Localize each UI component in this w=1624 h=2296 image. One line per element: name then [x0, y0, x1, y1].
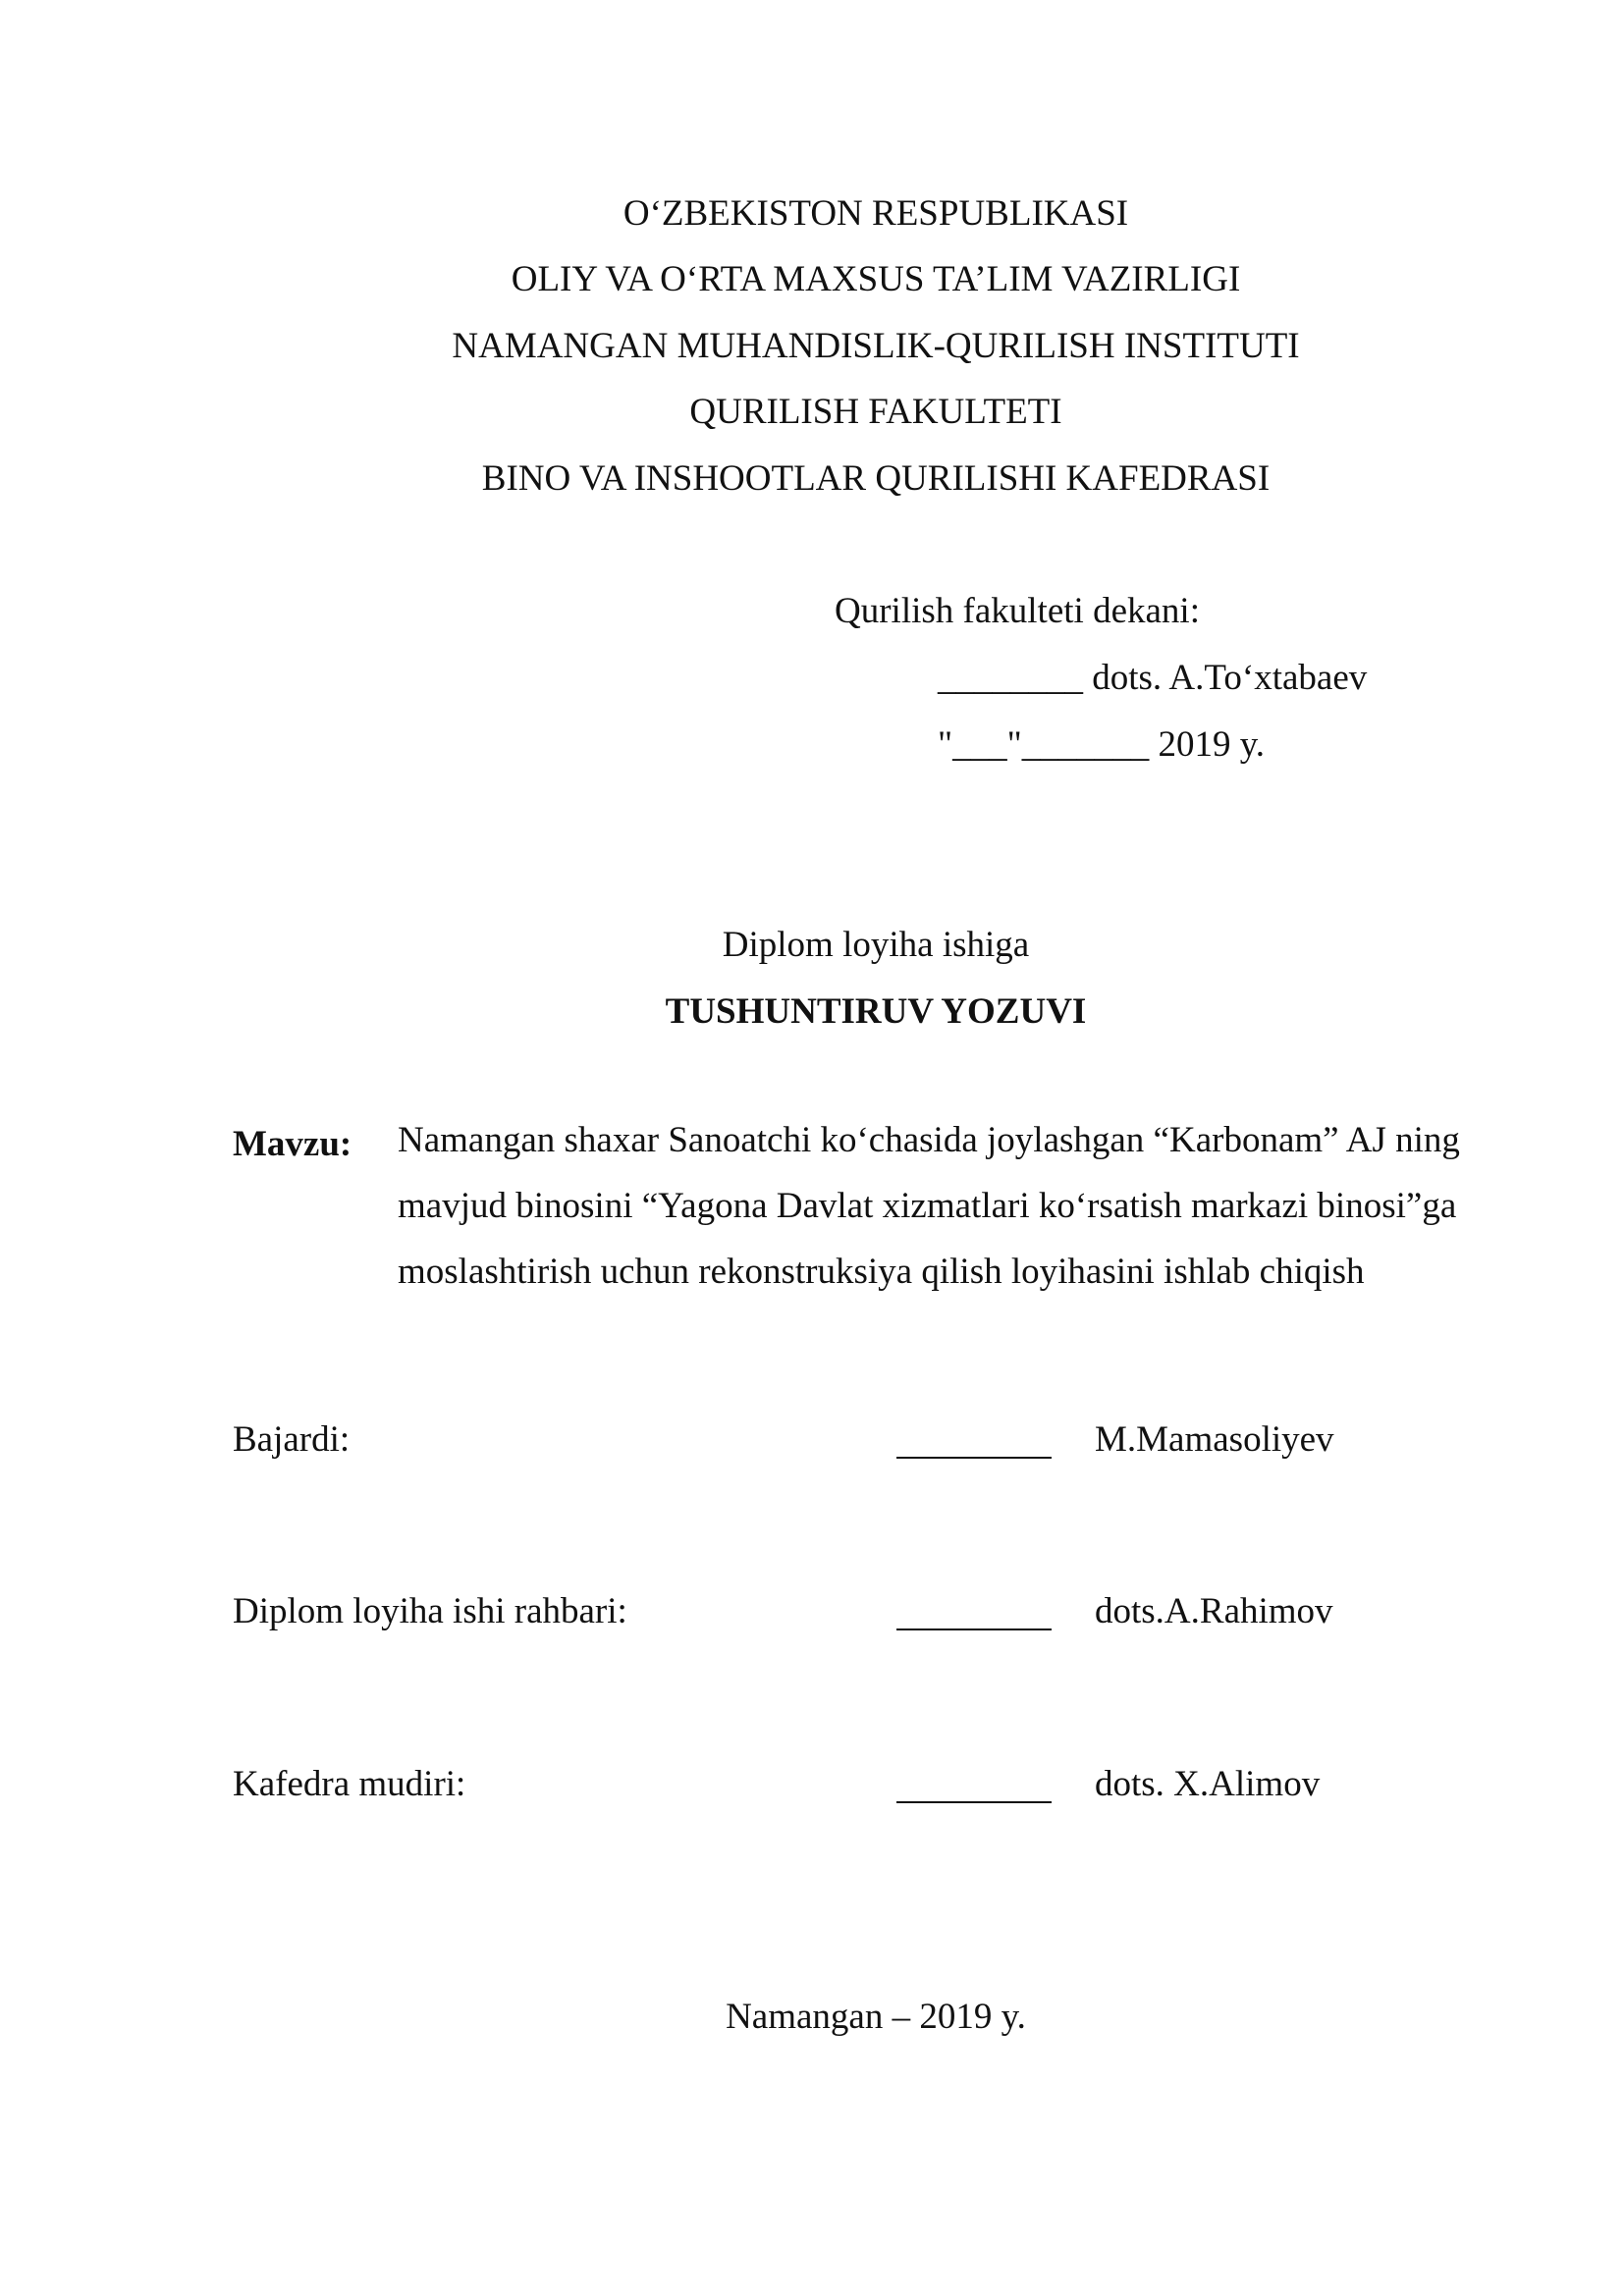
header-line-faculty: QURILISH FAKULTETI [689, 392, 1062, 432]
topic-label: Mavzu: [233, 1124, 352, 1164]
signature-name-head: dots. X.Alimov [1095, 1764, 1321, 1804]
approval-title: Qurilish fakulteti dekani: [835, 591, 1200, 631]
signature-name-performer: M.Mamasoliyev [1095, 1419, 1334, 1460]
signature-role-performer: Bajardi: [233, 1419, 351, 1460]
approval-date: "___"_______ 2019 y. [938, 724, 1266, 765]
approval-signature: ________ dots. A.To‘xtabaev [938, 658, 1368, 698]
document-subtitle: Diplom loyiha ishiga [722, 925, 1030, 965]
signature-role-supervisor: Diplom loyiha ishi rahbari: [233, 1591, 627, 1631]
header-line-ministry: OLIY VA O‘RTA MAXSUS TA’LIM VAZIRLIGI [511, 259, 1241, 299]
header-line-republic: O‘ZBEKISTON RESPUBLIKASI [623, 193, 1129, 234]
document-title: TUSHUNTIRUV YOZUVI [665, 991, 1087, 1032]
header-line-institute: NAMANGAN MUHANDISLIK-QURILISH INSTITUTI [452, 326, 1300, 366]
topic-text [398, 1107, 1566, 1305]
signature-role-head: Kafedra mudiri: [233, 1764, 466, 1804]
footer-place-year: Namangan – 2019 y. [726, 1997, 1026, 2037]
signature-name-supervisor: dots.A.Rahimov [1095, 1591, 1333, 1631]
topic-line: moslashtirish uchun rekonstruksiya qilish loyihasini ishlab chiqish [398, 1252, 1365, 1292]
header-line-department: BINO VA INSHOOTLAR QURILISHI KAFEDRASI [481, 458, 1271, 499]
signature-line [896, 1457, 1052, 1459]
signature-line [896, 1801, 1052, 1803]
topic-line: mavjud binosini “Yagona Davlat xizmatlari ko‘rsatish markazi binosi”ga [398, 1186, 1457, 1226]
signature-line [896, 1629, 1052, 1630]
topic-line: Namangan shaxar Sanoatchi ko‘chasida joylashgan “Karbonam” AJ ning [398, 1120, 1460, 1160]
